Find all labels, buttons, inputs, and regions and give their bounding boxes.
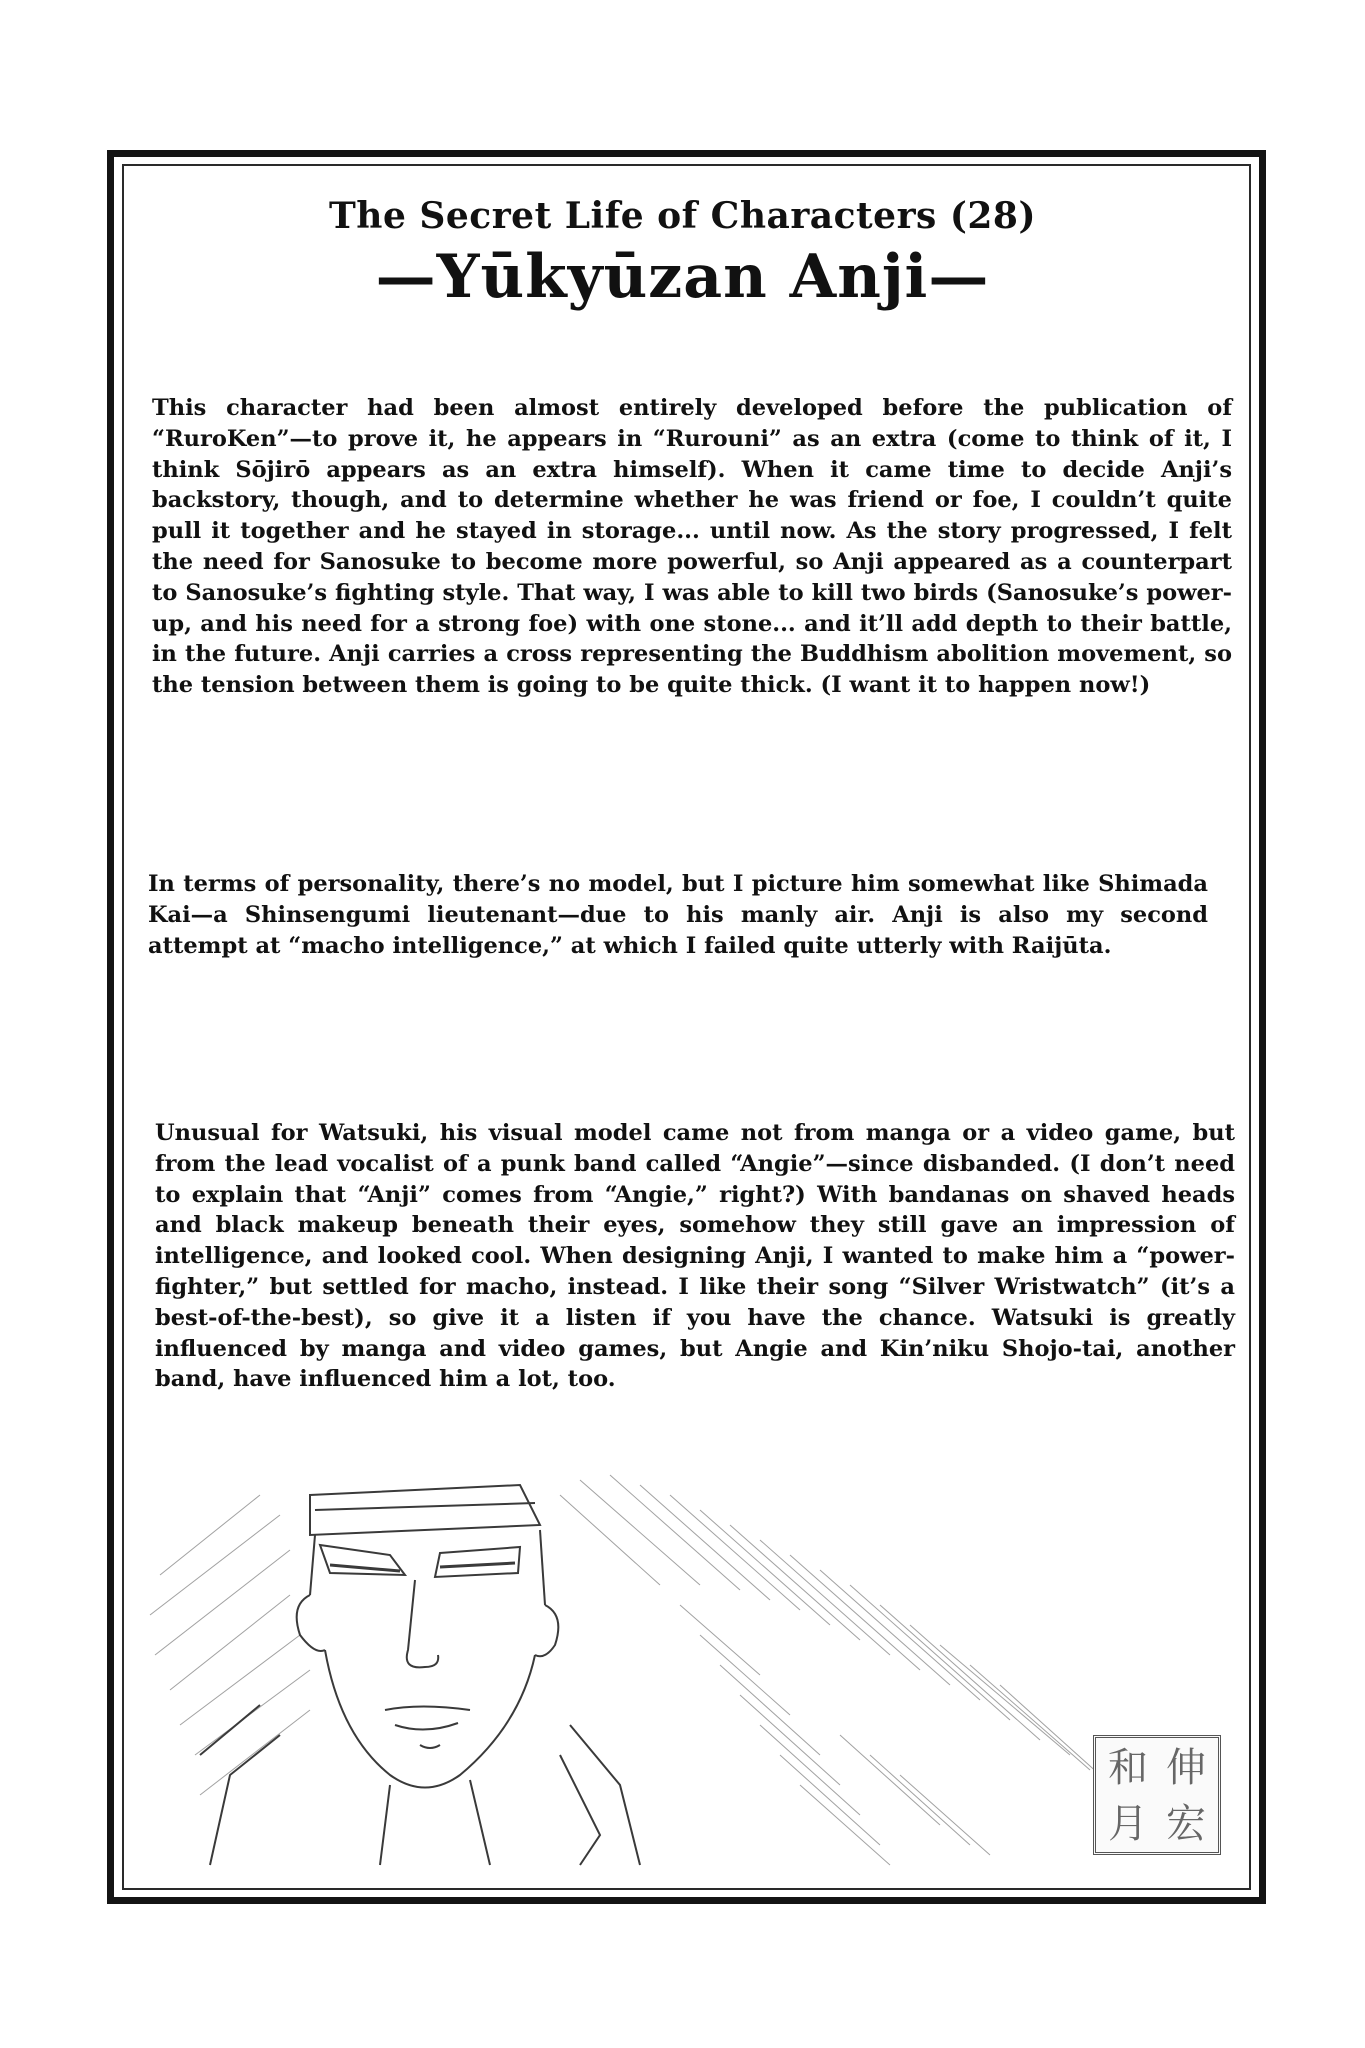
character-face-sketch xyxy=(200,1485,640,1865)
artist-seal-stamp xyxy=(1093,1735,1221,1855)
seal-glyph: 月 xyxy=(1108,1801,1148,1847)
seal-glyph: 伸 xyxy=(1166,1745,1206,1791)
paragraph-development-history: This character had been almost entirely developed before the publication of “RuroKen”—to prove it, he appears in “Rurouni” as an extra (come to think of it, I think Sōjirō appears as an extra himself). When it came time to decide Anji’s backstory, though, and to determine whether he was friend or foe, I couldn’t quite pull it together and he stayed in storage... until now. As the story progressed, I felt the need for Sanosuke to become more powerful, so Anji appeared as a counterpart to Sanosuke’s fighting style. That way, I was able to kill two birds (Sanosuke’s power-up, and his need for a strong foe) with one stone... and it’ll add depth to their battle, in the future. Anji carries a cross representing the Buddhism abolition movement, so the tension between them is going to be quite thick. (I want it to happen now!) xyxy=(152,395,1232,699)
paragraph-visual-model: Unusual for Watsuki, his visual model came not from manga or a video game, but from the lead vocalist of a punk band called “Angie”—since disbanded. (I don’t need to explain that “Anji” comes from “Angie,” right?) With bandanas on shaved heads and black makeup beneath their eyes, somehow they still gave an impression of intelligence, and looked cool. When designing Anji, I wanted to make him a “power-fighter,” but settled for macho, instead. I like their song “Silver Wristwatch” (it’s a best-of-the-best), so give it a listen if you have the chance. Watsuki is greatly influenced by manga and video games, but Angie and Kin’niku Shojo-tai, another band, have influenced him a lot, too. xyxy=(155,1120,1235,1393)
page-subtitle-character-name: —Yūkyūzan Anji— xyxy=(375,242,990,312)
paragraph-personality: In terms of personality, there’s no model, but I picture him somewhat like Shimada Kai—a Shinsengumi lieutenant—due to his manly air. Anji is also my second attempt at “macho intelligence,” at which I failed quite utterly with Raijūta. xyxy=(148,871,1208,959)
anji-pencil-sketch-illustration xyxy=(140,1455,1240,1875)
seal-glyph: 宏 xyxy=(1166,1801,1206,1847)
page-title: The Secret Life of Characters (28) xyxy=(328,195,1037,237)
seal-glyph: 和 xyxy=(1108,1745,1148,1791)
